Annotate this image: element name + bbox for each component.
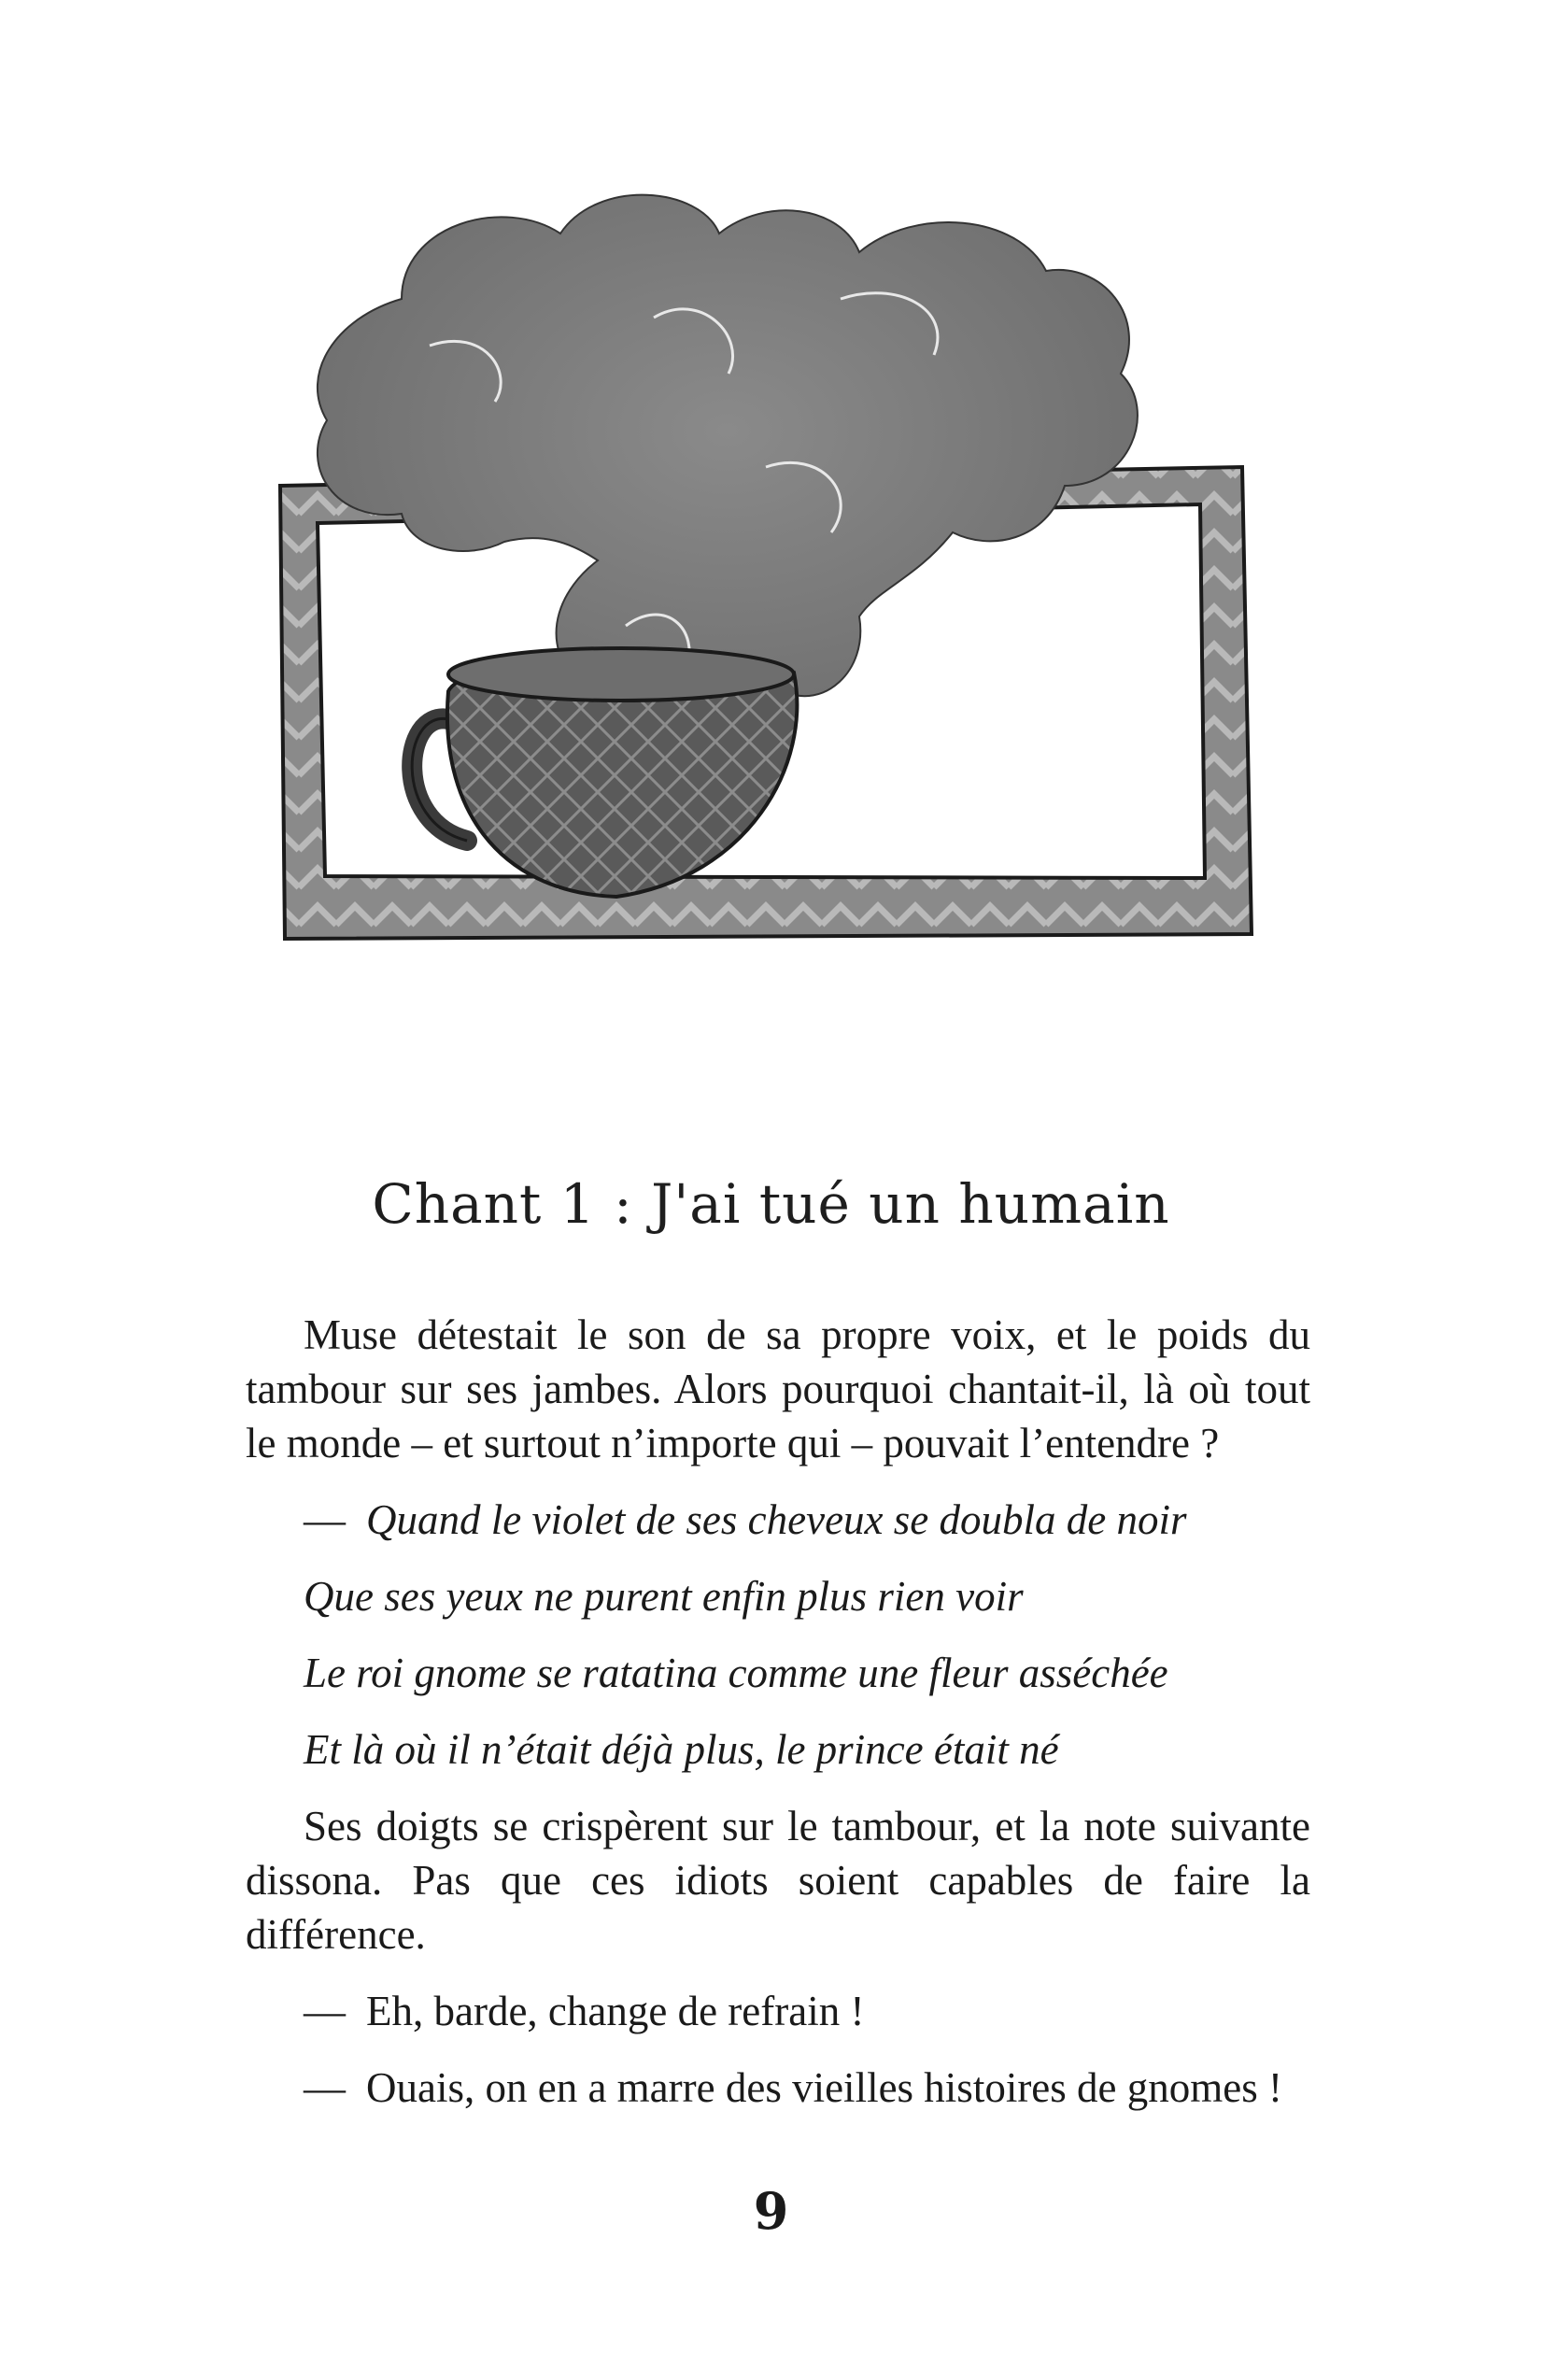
paragraph: Ses doigts se crispèrent sur le tambour, et la note suivante dissona. Pas que ces idiots soient capables de faire la différence. — [246, 1803, 1310, 1958]
verse-line — [304, 1493, 1310, 1547]
chapter-text — [246, 1308, 1310, 2137]
dialogue-dash: — — [304, 1988, 346, 2034]
dialogue-line — [304, 1984, 1310, 2038]
verse-line: Et là où il n’était déjà plus, le prince était né — [304, 1726, 1059, 1773]
verse-text: Quand le violet de ses cheveux se doubla de noir — [366, 1496, 1187, 1543]
dialogue-dash: — — [304, 2064, 346, 2111]
page-number: 9 — [753, 2181, 789, 2241]
dialogue-line — [304, 2061, 1310, 2115]
verse-line: Le roi gnome se ratatina comme une fleur asséchée — [304, 1650, 1168, 1696]
dialogue-text: Ouais, on en a marre des vieilles histoires de gnomes ! — [366, 2064, 1282, 2111]
chapter-title: Chant 1 : J'ai tué un humain — [372, 1172, 1170, 1236]
verse-line: Que ses yeux ne purent enfin plus rien voir — [304, 1573, 1024, 1620]
dialogue-dash: — — [304, 1496, 346, 1543]
paragraph: Muse détestait le son de sa propre voix, et le poids du tambour sur ses jambes. Alors pourquoi chantait-il, là où tout le monde – et surtout n’importe qui – pouvait l’entendre ? — [246, 1311, 1310, 1466]
dialogue-text: Eh, barde, change de refrain ! — [366, 1988, 865, 2034]
illustration-steaming-cup — [262, 187, 1289, 981]
